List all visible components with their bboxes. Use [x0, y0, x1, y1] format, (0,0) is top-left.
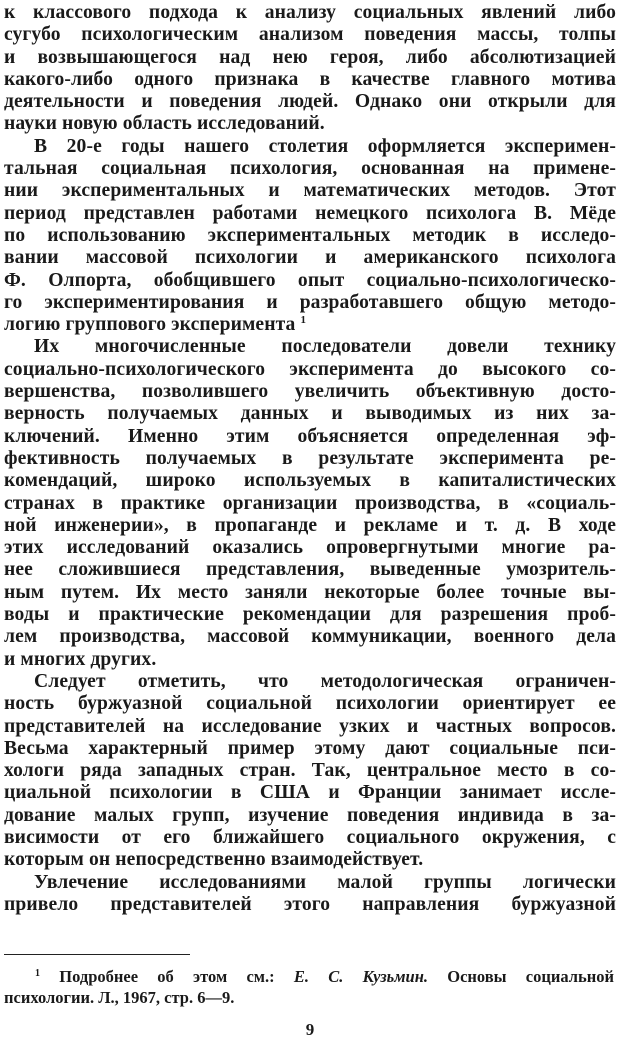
text-line-with-note	[4, 314, 616, 336]
text-line: комендаций, широко используемых в капиталистических	[4, 470, 616, 492]
text-line: к классового подхода к анализу социальных явлений либо	[4, 2, 616, 23]
text-line: социально-психологического эксперимента до высокого со-	[4, 358, 616, 380]
text-line: ность буржуазной социальной психологии ориентирует ее	[4, 693, 616, 715]
text-line: и многих других.	[4, 648, 157, 670]
text-line: Весьма характерный пример этому дают социальные пси-	[4, 737, 616, 759]
text-line: В 20-е годы нашего столетия оформляется эксперимен-	[34, 135, 616, 157]
text-line: го экспериментирования и разработавшего общую методо-	[4, 291, 616, 313]
text-line-content: логию группового эксперимента	[4, 314, 296, 336]
text-line: фективность получаемых в результате эксперимента ре-	[4, 447, 616, 469]
footnote-text: Подробнее об этом см.:	[59, 967, 275, 986]
text-line: Следует отметить, что методологическая ограничен-	[34, 670, 616, 692]
text-line: какого-либо одного признака в качестве главного мотива	[4, 68, 616, 90]
text-line: ным путем. Их место заняли некоторые более точные вы-	[4, 581, 616, 603]
text-line: и возвышающегося над нею героя, либо абсолютизацией	[4, 46, 616, 68]
footnote-reference: 1	[300, 314, 307, 327]
text-line: висимости от его ближайшего социального окружения, с	[4, 826, 616, 848]
text-line: Ф. Олпорта, обобщившего опыт социально-психологическо-	[4, 269, 616, 291]
footnote-divider	[4, 954, 190, 955]
text-line: ной инженерии», в пропаганде и рекламе и т. д. В ходе	[4, 514, 616, 536]
text-line: вершенства, позволившего увеличить объективную досто-	[4, 381, 616, 403]
page-number: 9	[305, 1020, 315, 1039]
text-line: период представлен работами немецкого психолога В. Мёде	[4, 202, 616, 224]
text-line: верность получаемых данных и выводимых из них за-	[4, 403, 616, 425]
text-line: странах в практике организации производства, в «социаль-	[4, 492, 616, 514]
footnote	[4, 966, 614, 1008]
main-text	[4, 2, 616, 916]
text-line: Их многочисленные последователи довели технику	[34, 336, 616, 358]
text-line: деятельности и поведения людей. Однако они открыли для	[4, 91, 616, 113]
footnote-line: психологии. Л., 1967, стр. 6—9.	[4, 988, 235, 1007]
text-line: нее сложившиеся представления, выведенные умозритель-	[4, 559, 616, 581]
text-line: ключений. Именно этим объясняется определенная эф-	[4, 425, 616, 447]
text-line: представителей на исследование узких и частных вопросов.	[4, 715, 616, 737]
text-line: циальной психологии в США и Франции занимает иссле-	[4, 782, 616, 804]
text-line: дование малых групп, изучение поведения индивида в за-	[4, 804, 616, 826]
text-line: этих исследований оказались опровергнутыми многие ра-	[4, 537, 616, 559]
text-line: Увлечение исследованиями малой группы логически	[34, 871, 616, 893]
text-line: сугубо психологическим анализом поведения массы, толпы	[4, 24, 616, 46]
text-line: вании массовой психологии и американского психолога	[4, 247, 616, 269]
footnote-marker: 1	[35, 968, 40, 979]
text-line: воды и практические рекомендации для разрешения проб-	[4, 604, 616, 626]
text-line: тальная социальная психология, основанная на примене-	[4, 158, 616, 180]
footnote-author: Е. С. Кузьмин.	[293, 967, 428, 986]
text-line: привело представителей этого направления буржуазной	[4, 893, 616, 915]
footnote-line	[4, 966, 614, 987]
text-line: по использованию экспериментальных методик в исследо-	[4, 224, 616, 246]
footnote-text: Основы социальной	[447, 967, 614, 986]
text-line: хологи ряда западных стран. Так, центральное место в со-	[4, 760, 616, 782]
text-line: нии экспериментальных и математических методов. Этот	[4, 180, 616, 202]
text-line: науки новую область исследований.	[4, 113, 325, 135]
text-line: которым он непосредственно взаимодействует.	[4, 849, 424, 871]
text-line: лем производства, массовой коммуникации, военного дела	[4, 626, 616, 648]
